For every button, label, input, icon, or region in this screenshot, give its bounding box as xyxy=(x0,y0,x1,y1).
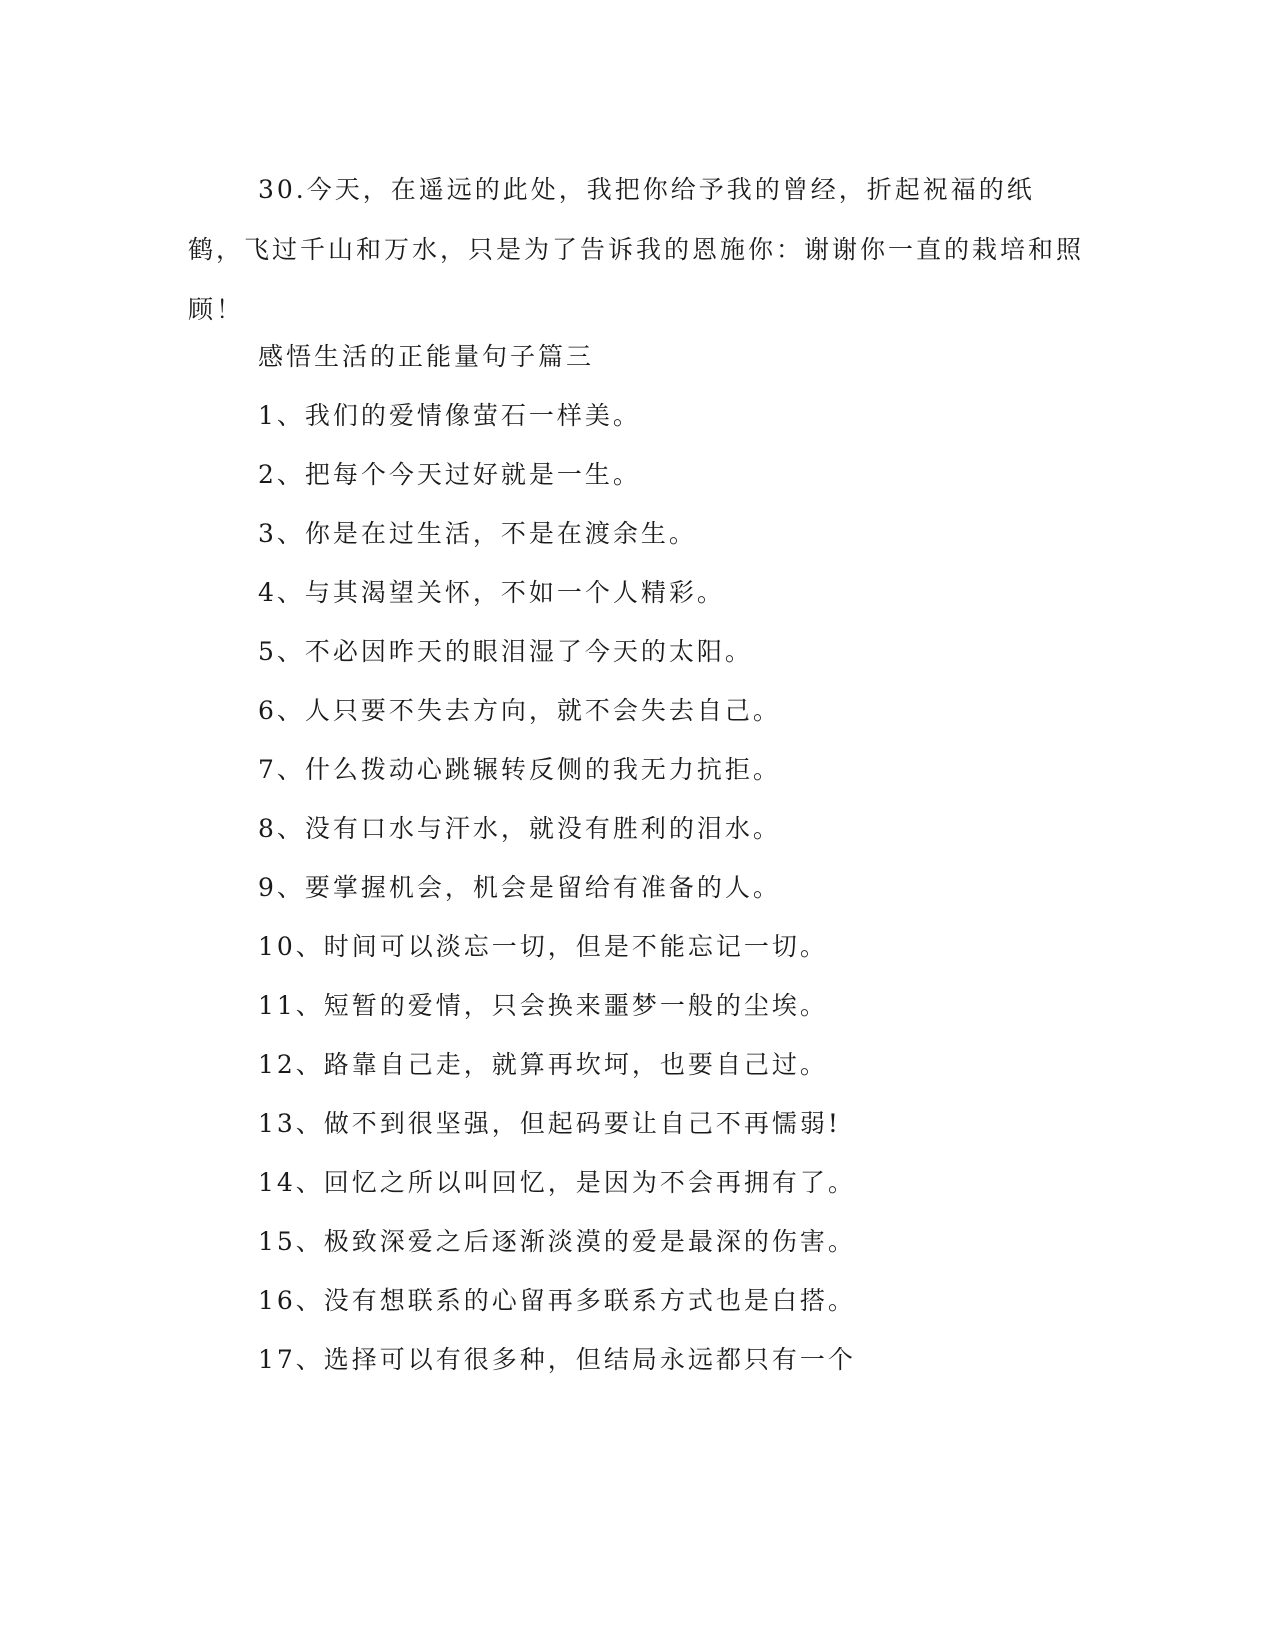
list-item: 2、把每个今天过好就是一生。 xyxy=(258,460,641,489)
list-item: 11、短暂的爱情，只会换来噩梦一般的尘埃。 xyxy=(258,991,828,1020)
list-item: 7、什么拨动心跳辗转反侧的我无力抗拒。 xyxy=(258,755,781,784)
paragraph-30: 30.今天，在遥远的此处，我把你给予我的曾经，折起祝福的纸鹤，飞过千山和万水，只是为了告诉我的恩施你：谢谢你一直的栽培和照顾！ xyxy=(188,175,1085,324)
section-heading: 感悟生活的正能量句子篇三 xyxy=(258,342,595,371)
list-item: 9、要掌握机会，机会是留给有准备的人。 xyxy=(258,873,781,902)
list-item: 5、不必因昨天的眼泪湿了今天的太阳。 xyxy=(258,637,753,666)
list-item: 1、我们的爱情像萤石一样美。 xyxy=(258,401,641,430)
list-item: 17、选择可以有很多种，但结局永远都只有一个 xyxy=(258,1345,856,1374)
list-item: 10、时间可以淡忘一切，但是不能忘记一切。 xyxy=(258,932,828,961)
list-item: 12、路靠自己走，就算再坎坷，也要自己过。 xyxy=(258,1050,828,1079)
list-item: 16、没有想联系的心留再多联系方式也是白搭。 xyxy=(258,1286,856,1315)
list-item: 4、与其渴望关怀，不如一个人精彩。 xyxy=(258,578,725,607)
list-item: 14、回忆之所以叫回忆，是因为不会再拥有了。 xyxy=(258,1168,856,1197)
list-item: 3、你是在过生活，不是在渡余生。 xyxy=(258,519,697,548)
list-item: 13、做不到很坚强，但起码要让自己不再懦弱! xyxy=(258,1109,841,1138)
list-item: 8、没有口水与汗水，就没有胜利的泪水。 xyxy=(258,814,781,843)
list-item: 6、人只要不失去方向，就不会失去自己。 xyxy=(258,696,781,725)
list-item: 15、极致深爱之后逐渐淡漠的爱是最深的伤害。 xyxy=(258,1227,856,1256)
